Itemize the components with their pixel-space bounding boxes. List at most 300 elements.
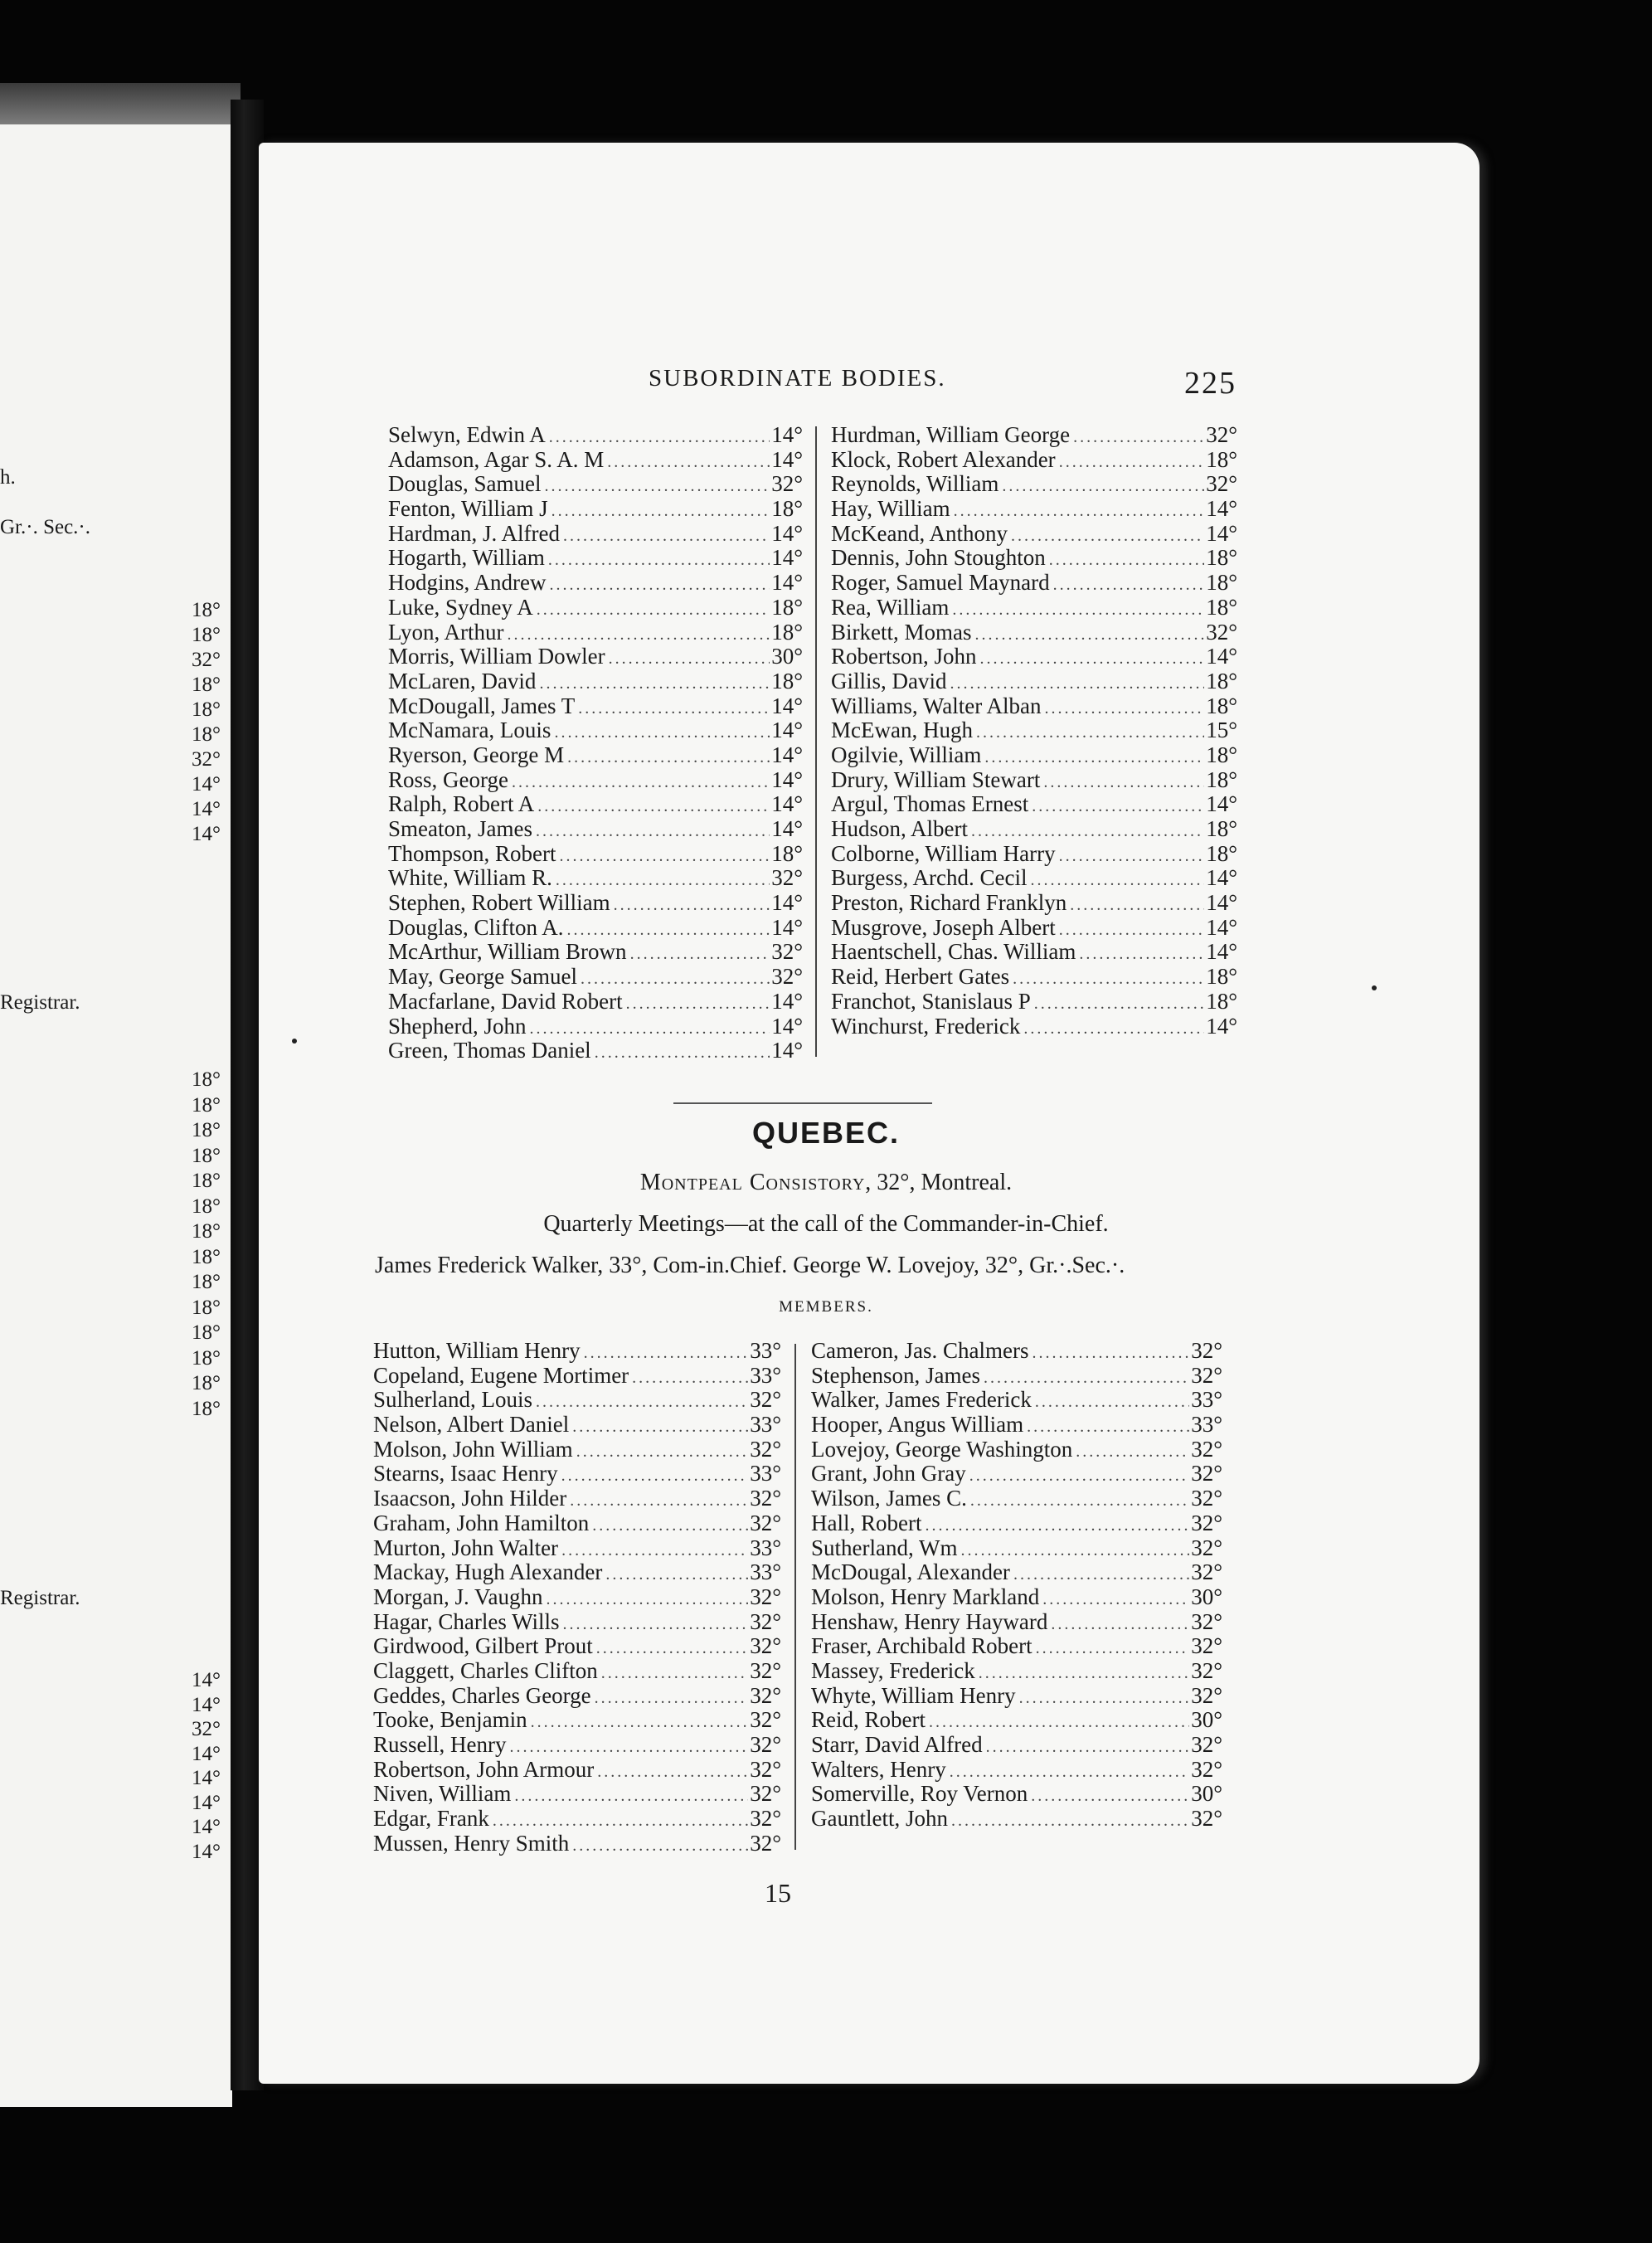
member-degree: 14° bbox=[771, 422, 803, 447]
member-degree: 32° bbox=[750, 1436, 781, 1462]
top-right-member-list bbox=[831, 423, 1237, 1039]
member-row bbox=[373, 1462, 781, 1486]
member-degree: 18° bbox=[1206, 693, 1237, 718]
member-degree: 32° bbox=[750, 1781, 781, 1807]
member-degree: 14° bbox=[1206, 1013, 1237, 1039]
member-row bbox=[831, 817, 1237, 842]
member-name: McDougal, Alexander bbox=[811, 1559, 1010, 1585]
member-degree: 14° bbox=[771, 988, 803, 1014]
member-row bbox=[831, 596, 1237, 620]
member-row bbox=[811, 1388, 1222, 1413]
left-page-degree: 18° bbox=[192, 1346, 221, 1370]
left-page-degree: 18° bbox=[192, 1093, 221, 1117]
leader-dots bbox=[578, 697, 770, 722]
member-name: Ryerson, George M bbox=[388, 742, 565, 767]
member-name: Tooke, Benjamin bbox=[373, 1707, 527, 1733]
member-degree: 18° bbox=[1206, 446, 1237, 472]
member-name: Molson, John William bbox=[373, 1436, 573, 1462]
member-name: Geddes, Charles George bbox=[373, 1682, 591, 1708]
left-page-degree: 32° bbox=[192, 1718, 221, 1740]
member-name: Hudson, Albert bbox=[831, 816, 968, 841]
leader-dots bbox=[976, 721, 1204, 746]
member-degree: 14° bbox=[771, 1013, 803, 1039]
member-name: Drury, William Stewart bbox=[831, 766, 1041, 792]
member-row bbox=[811, 1758, 1222, 1783]
leader-dots bbox=[975, 623, 1205, 648]
left-page-degree: 14° bbox=[192, 1767, 221, 1789]
member-degree: 14° bbox=[1206, 865, 1237, 891]
member-row bbox=[831, 497, 1237, 522]
leader-dots bbox=[548, 548, 770, 573]
member-degree: 32° bbox=[1191, 1535, 1222, 1560]
left-fragment-4: Registrar. bbox=[0, 1587, 80, 1609]
running-header: SUBORDINATE BODIES. bbox=[649, 365, 946, 392]
member-row bbox=[811, 1486, 1222, 1511]
member-name: Massey, Frederick bbox=[811, 1657, 975, 1683]
member-name: Morris, William Dowler bbox=[388, 644, 605, 669]
member-name: Selwyn, Edwin A bbox=[388, 422, 546, 447]
member-name: Robertson, John Armour bbox=[373, 1756, 595, 1782]
leader-dots bbox=[570, 1489, 748, 1514]
member-degree: 18° bbox=[771, 668, 803, 693]
member-name: Stephen, Robert William bbox=[388, 890, 610, 916]
member-name: Edgar, Frank bbox=[373, 1806, 489, 1832]
member-degree: 32° bbox=[1191, 1806, 1222, 1832]
member-degree: 32° bbox=[1191, 1682, 1222, 1708]
left-page-degree: 18° bbox=[192, 1321, 221, 1344]
member-name: Macfarlane, David Robert bbox=[388, 988, 623, 1014]
member-name: Rea, William bbox=[831, 594, 950, 620]
member-name: Ogilvie, William bbox=[831, 742, 982, 767]
member-name: Burgess, Archd. Cecil bbox=[831, 865, 1028, 891]
member-row bbox=[388, 694, 803, 719]
member-row bbox=[831, 990, 1237, 1014]
member-row bbox=[373, 1486, 781, 1511]
member-degree: 18° bbox=[771, 840, 803, 866]
member-degree: 14° bbox=[1206, 890, 1237, 916]
left-page-degree: 18° bbox=[192, 1170, 221, 1192]
member-name: Ross, George bbox=[388, 766, 508, 792]
member-row bbox=[388, 718, 803, 743]
leader-dots bbox=[605, 1563, 748, 1588]
leader-dots bbox=[1044, 697, 1204, 722]
member-degree: 33° bbox=[750, 1535, 781, 1560]
member-degree: 14° bbox=[1206, 520, 1237, 546]
member-row bbox=[831, 546, 1237, 571]
member-degree: 32° bbox=[750, 1756, 781, 1782]
leader-dots bbox=[550, 573, 770, 598]
leader-dots bbox=[1043, 771, 1204, 796]
leader-dots bbox=[632, 1366, 748, 1391]
member-degree: 32° bbox=[771, 939, 803, 965]
member-name: Russell, Henry bbox=[373, 1732, 507, 1757]
member-row bbox=[373, 1536, 781, 1561]
member-row bbox=[373, 1782, 781, 1807]
member-degree: 14° bbox=[1206, 939, 1237, 965]
left-page-degree: 18° bbox=[192, 1119, 221, 1141]
left-page-degree: 14° bbox=[192, 1840, 221, 1863]
left-page-degree: 18° bbox=[192, 674, 221, 696]
leader-dots bbox=[537, 598, 770, 623]
member-name: Henshaw, Henry Hayward bbox=[811, 1608, 1048, 1634]
consistory-line bbox=[0, 1170, 1652, 1196]
member-degree: 14° bbox=[1206, 791, 1237, 817]
member-name: Niven, William bbox=[373, 1781, 512, 1807]
leader-dots bbox=[561, 1464, 749, 1489]
member-row bbox=[811, 1339, 1222, 1364]
left-page-degree: 14° bbox=[192, 1693, 221, 1716]
member-name: Douglas, Samuel bbox=[388, 471, 542, 497]
member-row bbox=[373, 1733, 781, 1758]
leader-dots bbox=[980, 647, 1205, 672]
leader-dots bbox=[597, 1760, 748, 1785]
member-degree: 18° bbox=[771, 496, 803, 522]
member-degree: 32° bbox=[750, 1682, 781, 1708]
member-degree: 14° bbox=[771, 693, 803, 718]
member-row bbox=[831, 792, 1237, 817]
member-degree: 14° bbox=[1206, 914, 1237, 940]
member-name: Mussen, Henry Smith bbox=[373, 1830, 570, 1856]
leader-dots bbox=[1036, 1637, 1190, 1662]
member-name: Reid, Herbert Gates bbox=[831, 964, 1010, 990]
left-page-degree: 14° bbox=[192, 1742, 221, 1765]
member-row bbox=[388, 669, 803, 694]
member-row bbox=[831, 743, 1237, 768]
leader-dots bbox=[1051, 1613, 1189, 1637]
member-name: Lovejoy, George Washington bbox=[811, 1436, 1073, 1462]
left-page-degree: 32° bbox=[192, 748, 221, 771]
member-degree: 32° bbox=[750, 1806, 781, 1832]
member-name: Williams, Walter Alban bbox=[831, 693, 1042, 718]
left-page-degree: 18° bbox=[192, 1271, 221, 1293]
member-name: Haentschell, Chas. William bbox=[831, 939, 1076, 965]
bottom-right-member-list bbox=[811, 1339, 1222, 1832]
left-page-degree: 18° bbox=[192, 723, 221, 746]
members-heading: MEMBERS. bbox=[779, 1298, 873, 1316]
member-degree: 18° bbox=[1206, 594, 1237, 620]
left-page-degree: 32° bbox=[192, 649, 221, 671]
member-degree: 33° bbox=[750, 1362, 781, 1388]
member-row bbox=[811, 1413, 1222, 1438]
member-name: Sutherland, Wm bbox=[811, 1535, 958, 1560]
member-degree: 32° bbox=[1206, 619, 1237, 645]
top-left-member-list bbox=[388, 423, 803, 1063]
member-row bbox=[388, 497, 803, 522]
member-degree: 14° bbox=[771, 718, 803, 743]
member-degree: 32° bbox=[1206, 422, 1237, 447]
member-name: Franchot, Stanislaus P bbox=[831, 988, 1031, 1014]
leader-dots bbox=[601, 1662, 748, 1686]
member-degree: 18° bbox=[1206, 988, 1237, 1014]
leader-dots bbox=[576, 1440, 749, 1465]
member-degree: 33° bbox=[750, 1559, 781, 1585]
member-row bbox=[373, 1388, 781, 1413]
member-degree: 32° bbox=[1191, 1362, 1222, 1388]
member-row bbox=[373, 1758, 781, 1783]
member-name: Graham, John Hamilton bbox=[373, 1510, 590, 1535]
leader-dots bbox=[514, 1784, 748, 1809]
member-row bbox=[811, 1708, 1222, 1733]
member-row bbox=[373, 1807, 781, 1832]
officers-line: James Frederick Walker, 33°, Com-in.Chief. George W. Lovejoy, 32°, Gr.·.Sec.·. bbox=[375, 1253, 1125, 1278]
member-degree: 32° bbox=[750, 1633, 781, 1659]
member-degree: 33° bbox=[750, 1461, 781, 1486]
member-row bbox=[811, 1511, 1222, 1536]
left-page-degree: 18° bbox=[192, 599, 221, 621]
member-name: Copeland, Eugene Mortimer bbox=[373, 1362, 629, 1388]
member-name: Stephenson, James bbox=[811, 1362, 980, 1388]
member-name: Murton, John Walter bbox=[373, 1535, 559, 1560]
member-degree: 14° bbox=[771, 914, 803, 940]
member-degree: 14° bbox=[1206, 496, 1237, 522]
member-name: Isaacson, John Hilder bbox=[373, 1486, 567, 1511]
member-degree: 32° bbox=[750, 1707, 781, 1733]
left-page-degree: 18° bbox=[192, 1220, 221, 1243]
member-row bbox=[388, 522, 803, 547]
member-row bbox=[831, 669, 1237, 694]
member-name: Argul, Thomas Ernest bbox=[831, 791, 1029, 817]
left-page-degree: 14° bbox=[192, 1791, 221, 1814]
member-name: Thompson, Robert bbox=[388, 840, 556, 866]
member-name: Roger, Samuel Maynard bbox=[831, 570, 1050, 596]
member-row bbox=[388, 990, 803, 1014]
leader-dots bbox=[1059, 844, 1205, 869]
member-row bbox=[388, 842, 803, 867]
member-row bbox=[388, 423, 803, 448]
member-row bbox=[388, 596, 803, 620]
member-name: Molson, Henry Markland bbox=[811, 1584, 1040, 1609]
member-degree: 32° bbox=[1191, 1338, 1222, 1363]
leader-dots bbox=[969, 1464, 1189, 1489]
leader-dots bbox=[1053, 573, 1205, 598]
member-row bbox=[388, 546, 803, 571]
leader-dots bbox=[1002, 474, 1204, 499]
member-degree: 15° bbox=[1206, 718, 1237, 743]
member-row bbox=[831, 620, 1237, 645]
member-row bbox=[811, 1733, 1222, 1758]
member-name: Douglas, Clifton A. bbox=[388, 914, 564, 940]
member-name: Morgan, J. Vaughn bbox=[373, 1584, 543, 1609]
member-degree: 18° bbox=[771, 594, 803, 620]
member-row bbox=[811, 1560, 1222, 1585]
member-degree: 14° bbox=[771, 766, 803, 792]
member-row bbox=[831, 842, 1237, 867]
member-name: Walters, Henry bbox=[811, 1756, 946, 1782]
member-row bbox=[831, 940, 1237, 965]
leader-dots bbox=[1076, 1440, 1189, 1465]
member-row bbox=[831, 916, 1237, 941]
column-divider-top bbox=[815, 426, 817, 1057]
member-row bbox=[388, 645, 803, 669]
left-page-degree: 18° bbox=[192, 1372, 221, 1394]
member-name: Whyte, William Henry bbox=[811, 1682, 1016, 1708]
member-row bbox=[811, 1536, 1222, 1561]
ink-speck bbox=[1372, 985, 1377, 990]
member-degree: 14° bbox=[771, 520, 803, 546]
left-page-degree: 14° bbox=[192, 773, 221, 796]
member-name: Gauntlett, John bbox=[811, 1806, 948, 1832]
leader-dots bbox=[1079, 942, 1204, 967]
member-name: Hutton, William Henry bbox=[373, 1338, 581, 1363]
member-degree: 32° bbox=[750, 1584, 781, 1609]
member-row bbox=[373, 1708, 781, 1733]
member-name: Robertson, John bbox=[831, 644, 977, 669]
member-degree: 18° bbox=[1206, 570, 1237, 596]
member-name: Grant, John Gray bbox=[811, 1461, 966, 1486]
member-degree: 18° bbox=[771, 619, 803, 645]
member-name: Luke, Sydney A bbox=[388, 594, 533, 620]
bottom-left-member-list bbox=[373, 1339, 781, 1856]
member-name: McEwan, Hugh bbox=[831, 718, 973, 743]
member-row bbox=[373, 1560, 781, 1585]
leader-dots bbox=[1013, 1563, 1189, 1588]
member-row bbox=[373, 1610, 781, 1635]
section-rule bbox=[673, 1102, 932, 1104]
member-degree: 14° bbox=[771, 570, 803, 596]
leader-dots bbox=[1031, 1784, 1189, 1809]
member-degree: 32° bbox=[771, 471, 803, 497]
member-degree: 30° bbox=[1191, 1707, 1222, 1733]
member-row bbox=[373, 1585, 781, 1610]
member-row bbox=[388, 891, 803, 916]
member-row bbox=[388, 1014, 803, 1039]
leader-dots bbox=[554, 721, 770, 746]
member-degree: 18° bbox=[1206, 816, 1237, 841]
member-row bbox=[373, 1339, 781, 1364]
member-row bbox=[811, 1634, 1222, 1659]
member-row bbox=[831, 866, 1237, 891]
leader-dots bbox=[951, 1809, 1189, 1834]
member-degree: 32° bbox=[750, 1486, 781, 1511]
leader-dots bbox=[1042, 1588, 1189, 1613]
member-name: Hardman, J. Alfred bbox=[388, 520, 560, 546]
leader-dots bbox=[1023, 1017, 1204, 1042]
member-degree: 33° bbox=[750, 1338, 781, 1363]
member-name: Shepherd, John bbox=[388, 1013, 527, 1039]
member-name: Claggett, Charles Clifton bbox=[373, 1657, 598, 1683]
signature-mark: 15 bbox=[765, 1878, 791, 1908]
member-degree: 33° bbox=[1191, 1387, 1222, 1413]
meetings-line: Quarterly Meetings—at the call of the Commander-in-Chief. bbox=[543, 1211, 1109, 1237]
left-fragment-1: h. bbox=[0, 466, 16, 489]
member-name: Hurdman, William George bbox=[831, 422, 1071, 447]
member-row bbox=[388, 940, 803, 965]
member-row bbox=[388, 792, 803, 817]
member-row bbox=[373, 1634, 781, 1659]
leader-dots bbox=[986, 1735, 1190, 1760]
member-row bbox=[388, 472, 803, 497]
member-name: Mackay, Hugh Alexander bbox=[373, 1559, 603, 1585]
member-name: Dennis, John Stoughton bbox=[831, 545, 1046, 571]
member-name: Fraser, Archibald Robert bbox=[811, 1633, 1032, 1659]
left-page-degree: 18° bbox=[192, 1397, 221, 1420]
member-name: Hay, William bbox=[831, 496, 950, 522]
consistory-details: , 32°, Montreal. bbox=[865, 1170, 1013, 1195]
member-name: Walker, James Frederick bbox=[811, 1387, 1032, 1413]
member-degree: 14° bbox=[771, 791, 803, 817]
member-degree: 18° bbox=[1206, 766, 1237, 792]
member-degree: 30° bbox=[771, 644, 803, 669]
member-row bbox=[388, 620, 803, 645]
member-degree: 30° bbox=[1191, 1584, 1222, 1609]
leader-dots bbox=[626, 992, 770, 1017]
leader-dots bbox=[567, 746, 770, 771]
leader-dots bbox=[630, 942, 770, 967]
left-page-degree: 18° bbox=[192, 1068, 221, 1091]
member-name: McLaren, David bbox=[388, 668, 537, 693]
leader-dots bbox=[614, 893, 770, 918]
member-name: Hagar, Charles Wills bbox=[373, 1608, 560, 1634]
member-degree: 32° bbox=[1191, 1633, 1222, 1659]
member-row bbox=[373, 1684, 781, 1709]
left-fragment-3: Registrar. bbox=[0, 991, 80, 1014]
leader-dots bbox=[595, 1041, 770, 1066]
leader-dots bbox=[1070, 893, 1204, 918]
member-name: Adamson, Agar S. A. M bbox=[388, 446, 605, 472]
leader-dots bbox=[531, 1710, 749, 1735]
member-row bbox=[388, 1039, 803, 1063]
member-row bbox=[388, 448, 803, 473]
member-row bbox=[373, 1438, 781, 1462]
leader-dots bbox=[1032, 1341, 1189, 1366]
member-name: Somerville, Roy Vernon bbox=[811, 1781, 1028, 1807]
member-degree: 14° bbox=[771, 890, 803, 916]
leader-dots bbox=[560, 844, 770, 869]
member-degree: 18° bbox=[1206, 668, 1237, 693]
member-degree: 32° bbox=[750, 1830, 781, 1856]
member-row bbox=[388, 571, 803, 596]
member-row bbox=[811, 1659, 1222, 1684]
member-name: Smeaton, James bbox=[388, 816, 532, 841]
leader-dots bbox=[544, 474, 770, 499]
member-name: Cameron, Jas. Chalmers bbox=[811, 1338, 1029, 1363]
member-row bbox=[373, 1659, 781, 1684]
member-row bbox=[811, 1462, 1222, 1486]
member-row bbox=[811, 1585, 1222, 1610]
member-row bbox=[831, 891, 1237, 916]
leader-dots bbox=[596, 1637, 748, 1662]
leader-dots bbox=[595, 1686, 749, 1711]
member-row bbox=[811, 1610, 1222, 1635]
member-name: Sulherland, Louis bbox=[373, 1387, 532, 1413]
member-degree: 32° bbox=[1191, 1436, 1222, 1462]
member-degree: 18° bbox=[1206, 545, 1237, 571]
member-degree: 14° bbox=[771, 545, 803, 571]
member-name: Reid, Robert bbox=[811, 1707, 926, 1733]
member-row bbox=[373, 1511, 781, 1536]
left-page-degree: 18° bbox=[192, 624, 221, 646]
section-title-quebec: QUEBEC. bbox=[751, 1116, 901, 1150]
leader-dots bbox=[609, 647, 770, 672]
left-page-degree: 14° bbox=[192, 1669, 221, 1691]
member-degree: 18° bbox=[1206, 840, 1237, 866]
member-name: Ralph, Robert A bbox=[388, 791, 535, 817]
member-degree: 32° bbox=[1191, 1510, 1222, 1535]
leader-dots bbox=[1035, 1390, 1189, 1415]
member-degree: 14° bbox=[771, 1038, 803, 1063]
member-degree: 14° bbox=[771, 446, 803, 472]
member-name: McDougall, James T bbox=[388, 693, 576, 718]
member-name: May, George Samuel bbox=[388, 964, 577, 990]
leader-dots bbox=[512, 771, 770, 796]
member-name: Fenton, William J bbox=[388, 496, 548, 522]
leader-dots bbox=[1059, 450, 1205, 475]
leader-dots bbox=[1032, 795, 1204, 820]
leader-dots bbox=[607, 450, 770, 475]
member-degree: 32° bbox=[1191, 1559, 1222, 1585]
member-name: Green, Thomas Daniel bbox=[388, 1038, 591, 1063]
leader-dots bbox=[1049, 548, 1204, 573]
